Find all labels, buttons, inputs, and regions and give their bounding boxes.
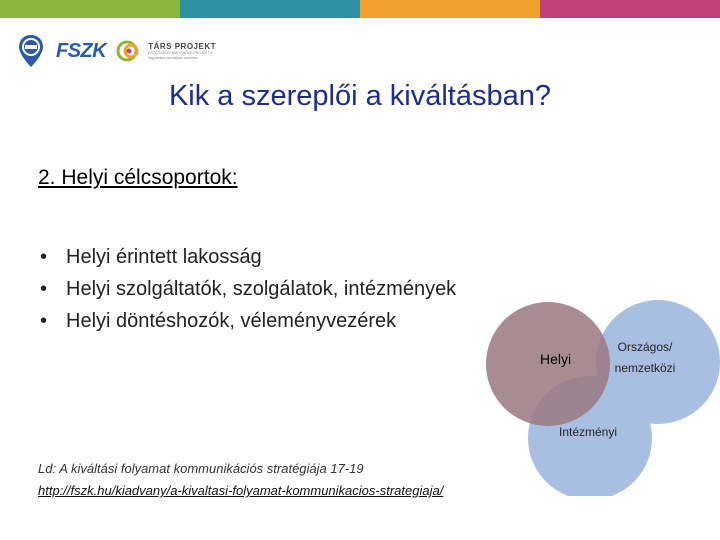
tars-logo-title: TÁRS PROJEKT — [148, 42, 217, 51]
venn-diagram — [470, 296, 720, 496]
topbar-orange-segment — [360, 0, 540, 18]
fszk-logo — [56, 40, 106, 63]
bullet-dot: • — [40, 278, 48, 300]
reference-text: Ld: A kiváltási folyamat kommunikációs stratégiája 17-19 — [38, 461, 364, 476]
bullet-list — [40, 241, 456, 337]
tars-logo-subtitle: KÖZÖSSÉGI TÁMOGATÁSI PROJEKT a fogyatékos személyek számára — [148, 51, 213, 60]
reference-note — [38, 458, 443, 502]
bullet-dot: • — [40, 310, 48, 332]
topbar-teal-segment — [180, 0, 360, 18]
top-color-bar — [0, 0, 720, 18]
venn-label-orszagos-line1: Országos/ — [617, 340, 673, 354]
bullet-text: Helyi döntéshozók, véleményvezérek — [66, 310, 397, 332]
reference-link[interactable]: http://fszk.hu/kiadvany/a-kivaltasi-folyamat-kommunikacios-strategiaja/ — [38, 483, 444, 498]
bullet-item — [40, 305, 456, 337]
tars-projekt-logo — [116, 40, 216, 62]
venn-label-intezmenyi: Intézményi — [558, 425, 618, 439]
slide-title: Kik a szereplői a kiváltásban? — [168, 80, 552, 112]
topbar-green-segment — [0, 0, 180, 18]
bullet-item — [40, 273, 456, 305]
venn-label-orszagos-line2: nemzetközi — [614, 361, 676, 375]
venn-label-helyi: Helyi — [540, 351, 572, 367]
bullet-dot: • — [40, 246, 48, 268]
bullet-text: Helyi érintett lakosság — [66, 246, 262, 268]
bullet-item — [40, 241, 456, 273]
fszk-logo-text: FSZK — [56, 39, 107, 62]
bullet-text: Helyi szolgáltatók, szolgálatok, intézmények — [66, 278, 457, 300]
topbar-magenta-segment — [540, 0, 720, 18]
tars-swirl-icon — [116, 40, 142, 62]
logo-row — [18, 34, 216, 68]
slide-subtitle: 2. Helyi célcsoportok: — [38, 166, 238, 189]
eu-2020-logo-icon — [18, 34, 44, 68]
